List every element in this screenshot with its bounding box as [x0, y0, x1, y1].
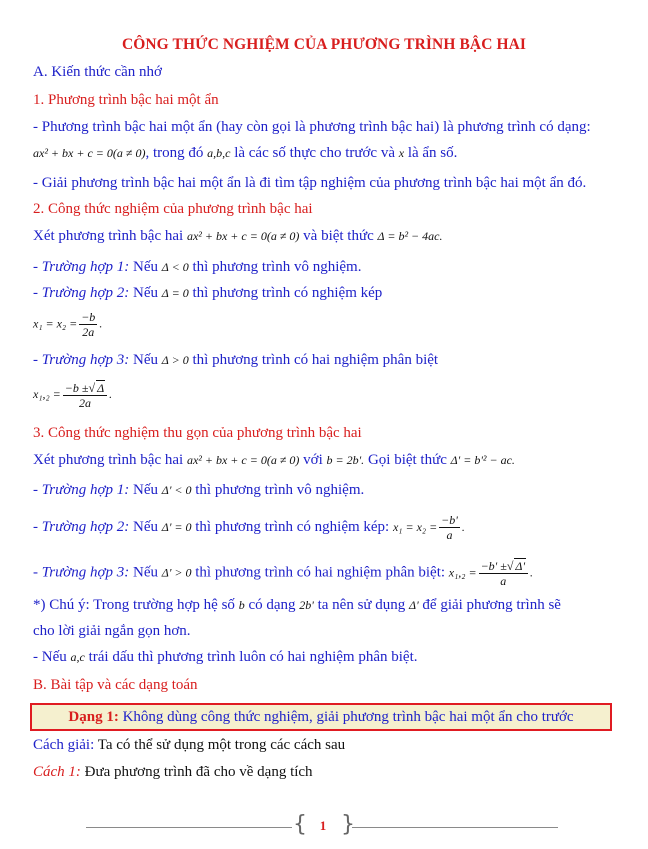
footer-rule-right	[352, 827, 558, 828]
cach-1-text: Đưa phương trình đã cho về dạng tích	[84, 764, 313, 780]
quadratic-equation: ax² + bx + c = 0(a ≠ 0)	[33, 146, 146, 160]
s3-case-1: - Trường hợp 1: Nếu Δ' < 0 thì phương trình vô nghiệm.	[33, 482, 365, 498]
s2-two-roots-formula: x₁,₂ = $\frac{-b \pm√ \Delta}{2a}$ .	[33, 381, 113, 410]
s2-two-roots-num: −b ±	[64, 381, 89, 395]
note-opposite-sign: trái dấu thì phương trình luôn có hai nghiệm phân biệt.	[88, 649, 418, 665]
s2-equation: ax² + bx + c = 0(a ≠ 0)	[186, 229, 300, 243]
s1-text-unknown: là ẩn số.	[407, 145, 458, 161]
s3-intro-text: Xét phương trình bậc hai	[33, 452, 184, 468]
note-coef-b: b	[238, 598, 245, 612]
s1-text-where: , trong đó	[145, 145, 204, 161]
s2-case-2-cond: Δ = 0	[161, 286, 189, 300]
section-3-heading: 3. Công thức nghiệm thu gọn của phương trình bậc hai	[33, 425, 362, 441]
note-text-4: để giải phương trình sẽ	[422, 597, 561, 613]
note-text-1: *) Chú ý: Trong trường hợp hệ số	[33, 597, 235, 613]
s2-case-2-label: Trường hợp 2:	[41, 285, 130, 301]
s3-two-roots-den: a	[479, 573, 528, 588]
note-if: - Nếu	[33, 649, 67, 665]
s3-discriminant: Δ' = b'² − ac.	[450, 453, 515, 467]
s2-case-1: - Trường hợp 1: Nếu Δ < 0 thì phương trình vô nghiệm.	[33, 259, 362, 275]
s3-b-form: b = 2b'.	[326, 453, 365, 467]
s3-double-root-lhs: x₁ = x₂ =	[392, 519, 438, 534]
s2-two-roots-lhs: x₁,₂ =	[33, 386, 61, 401]
section-2-heading: 2. Công thức nghiệm của phương trình bậc hai	[33, 201, 313, 217]
s2-discriminant: Δ = b² − 4ac.	[377, 229, 443, 243]
s3-two-roots-radicand: Δ'	[515, 559, 526, 573]
cach-1-line	[33, 762, 313, 782]
s3-case-1-cond: Δ' < 0	[161, 483, 192, 497]
cach-1-label: Cách 1:	[33, 764, 81, 780]
cach-giai-line	[33, 735, 345, 755]
note-text-2: có dạng	[248, 597, 296, 613]
s3-intro	[33, 450, 515, 470]
s2-case-3-cond: Δ > 0	[161, 353, 189, 367]
section-b-heading: B. Bài tập và các dạng toán	[33, 677, 198, 693]
cach-giai-label: Cách giải:	[33, 737, 95, 753]
s2-two-roots-radicand: Δ	[97, 381, 105, 395]
dang-1-label: Dạng 1:	[68, 709, 119, 725]
s3-case-2-if: Nếu	[133, 518, 159, 535]
section-a-heading: A. Kiến thức cần nhớ	[33, 64, 162, 80]
s2-case-3: - Trường hợp 3: Nếu Δ > 0 thì phương trình có hai nghiệm phân biệt	[33, 352, 439, 368]
s3-case-1-label: Trường hợp 1:	[41, 482, 130, 498]
s2-double-root-formula: x₁ = x₂ = $\frac{-b}{2a}$ .	[33, 310, 103, 339]
s3-case-1-result: thì phương trình vô nghiệm.	[195, 482, 365, 498]
note-2b-prime: 2b'	[299, 598, 314, 612]
s2-double-root-den: 2a	[79, 324, 97, 339]
s2-case-2-result: thì phương trình có nghiệm kép	[192, 285, 383, 301]
s2-case-1-result: thì phương trình vô nghiệm.	[192, 259, 362, 275]
s3-two-roots-num: −b' ±	[480, 559, 507, 573]
s2-intro	[33, 226, 442, 246]
s1-paragraph-2: - Giải phương trình bậc hai một ẩn là đi tìm tập nghiệm của phương trình bậc hai một ẩn đó.	[33, 175, 587, 191]
s3-case-2-label: Trường hợp 2:	[41, 518, 130, 535]
note-line-2: cho lời giải ngắn gọn hơn.	[33, 623, 191, 639]
s3-case-3: - Trường hợp 3: Nếu Δ' > 0 thì phương trình có hai nghiệm phân biệt: x₁,₂ = $\frac{-b' \pm√ \Delta'}{a}$ .	[33, 559, 534, 588]
s2-two-roots-den: 2a	[63, 395, 107, 410]
page-number: 1	[319, 818, 327, 833]
s3-case-3-if: Nếu	[133, 564, 159, 581]
s3-case-2-cond: Δ' = 0	[161, 519, 192, 534]
dang-1-box	[30, 703, 612, 731]
note-line-3	[33, 647, 418, 667]
s2-double-root-fraction	[79, 310, 97, 339]
section-1-heading: 1. Phương trình bậc hai một ẩn	[33, 92, 219, 108]
footer-bracket-left: {	[293, 812, 307, 837]
s2-case-2-if: Nếu	[133, 285, 159, 301]
s1-paragraph-1: - Phương trình bậc hai một ẩn (hay còn gọi là phương trình bậc hai) là phương trình có dạng:	[33, 119, 591, 135]
s3-intro-with: với	[303, 452, 323, 468]
s3-case-2-result: thì phương trình có nghiệm kép:	[195, 518, 390, 535]
s3-two-roots-fraction: $\frac{-b' \pm√ \Delta'}{a}$	[479, 558, 528, 588]
coef-abc: a,b,c	[207, 146, 231, 160]
page-title: CÔNG THỨC NGHIỆM CỦA PHƯƠNG TRÌNH BẬC HAI	[121, 36, 527, 53]
s3-case-3-label: Trường hợp 3:	[41, 564, 130, 581]
s3-double-root-fraction	[439, 513, 460, 542]
s2-case-1-cond: Δ < 0	[161, 260, 189, 274]
s3-case-2: - Trường hợp 2: Nếu Δ' = 0 thì phương trình có nghiệm kép: x₁ = x₂ = $\frac{-b'}{a}$ .	[33, 513, 465, 542]
s3-case-3-cond: Δ' > 0	[161, 565, 192, 580]
s2-case-2: - Trường hợp 2: Nếu Δ = 0 thì phương trình có nghiệm kép	[33, 285, 383, 301]
s2-intro-text-2: và biệt thức	[303, 228, 374, 244]
s2-case-1-label: Trường hợp 1:	[41, 259, 130, 275]
s2-intro-text: Xét phương trình bậc hai	[33, 228, 184, 244]
s2-case-3-result: thì phương trình có hai nghiệm phân biệt	[192, 352, 439, 368]
s2-case-3-if: Nếu	[133, 352, 159, 368]
s3-case-3-result: thì phương trình có hai nghiệm phân biệt:	[195, 564, 446, 581]
s3-equation: ax² + bx + c = 0(a ≠ 0)	[186, 453, 300, 467]
s3-intro-call: Gọi biệt thức	[367, 452, 447, 468]
note-coef-ac: a,c	[70, 650, 85, 664]
s3-two-roots-lhs: x₁,₂ =	[448, 565, 477, 580]
footer-bracket-right: }	[341, 812, 355, 837]
note-line-1	[33, 595, 561, 615]
s3-double-root-num: −b'	[441, 513, 458, 527]
s2-double-root-lhs: x₁ = x₂ =	[33, 316, 78, 331]
s1-text-real: là các số thực cho trước và	[234, 145, 395, 161]
dang-1-text: Không dùng công thức nghiệm, giải phương trình bậc hai một ẩn cho trước	[122, 709, 574, 725]
s3-double-root-den: a	[439, 527, 460, 542]
s2-two-roots-fraction: $\frac{-b \pm√ \Delta}{2a}$	[63, 380, 107, 410]
s2-case-3-label: Trường hợp 3:	[41, 352, 130, 368]
var-x: x	[398, 146, 405, 160]
s1-paragraph-1-cont	[33, 143, 457, 163]
footer-rule-left	[86, 827, 292, 828]
cach-giai-text: Ta có thể sử dụng một trong các cách sau	[97, 737, 346, 753]
note-delta-prime: Δ'	[409, 598, 419, 612]
s2-case-1-if: Nếu	[133, 259, 159, 275]
s3-case-1-if: Nếu	[133, 482, 159, 498]
note-text-3: ta nên sử dụng	[317, 597, 406, 613]
s2-double-root-num: −b	[81, 310, 96, 324]
